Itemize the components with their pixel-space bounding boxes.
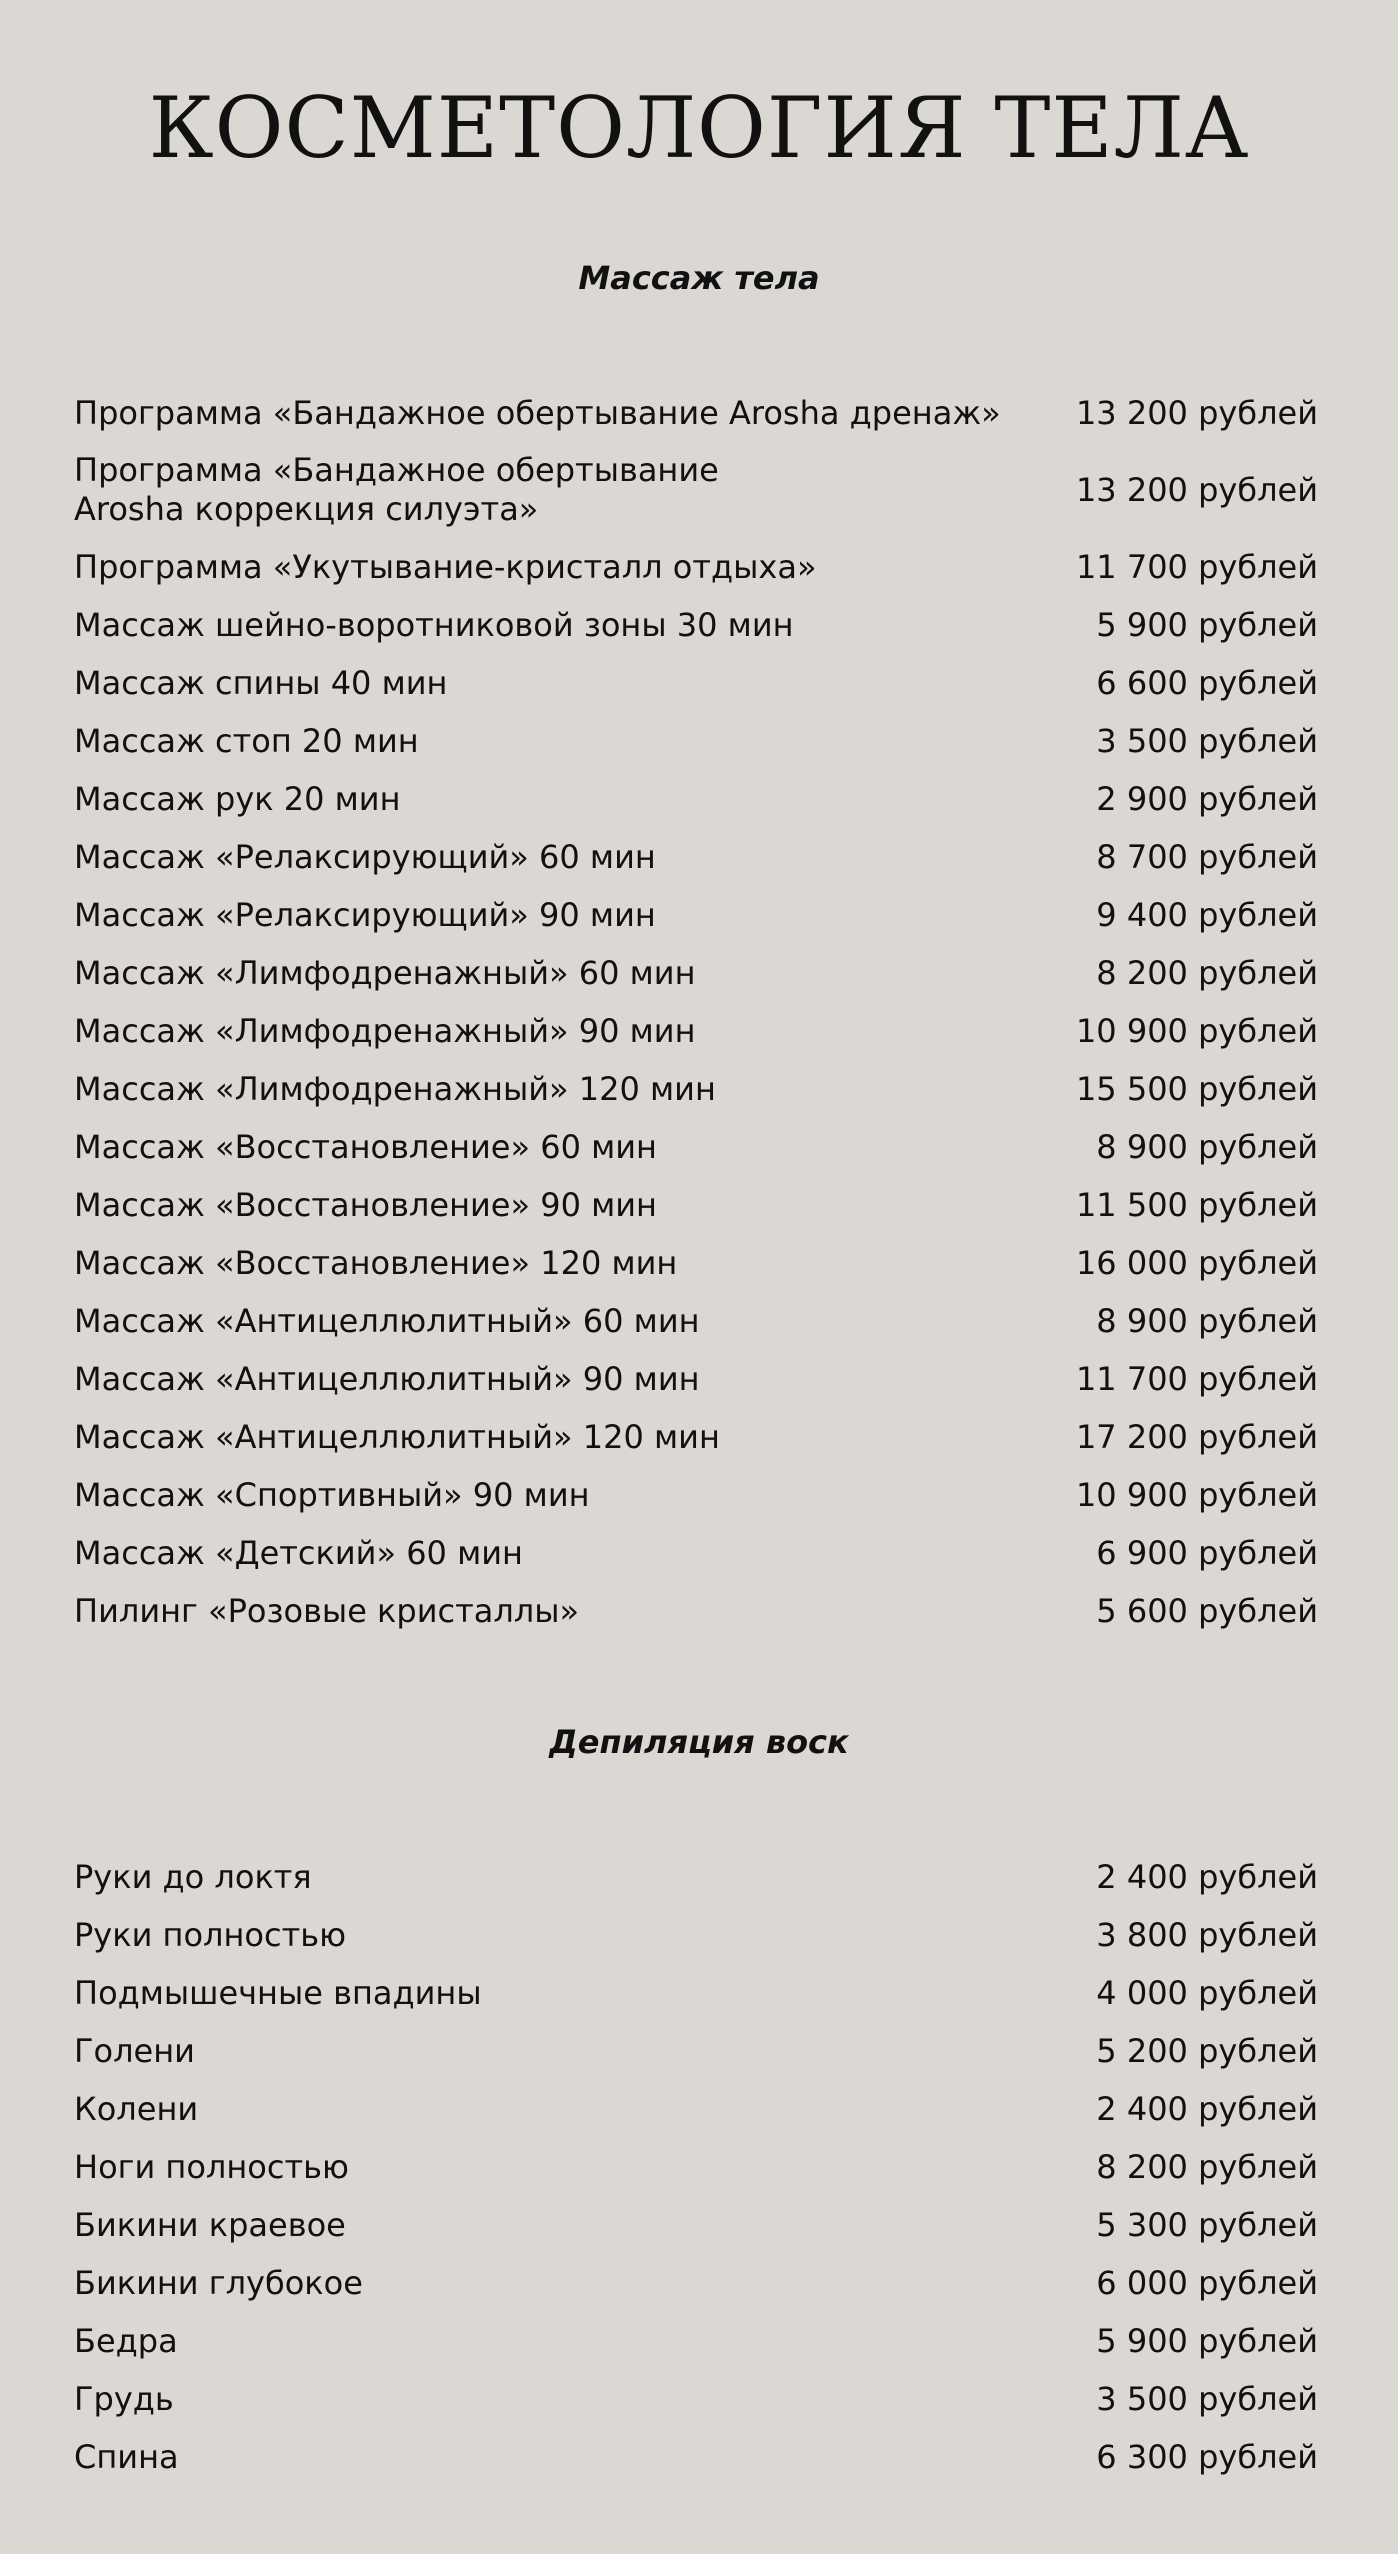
- service-price: 11 700 рублей: [1075, 1360, 1318, 1398]
- price-row: [74, 1002, 1318, 1060]
- service-price: 17 200 рублей: [1075, 1418, 1318, 1456]
- price-row: [74, 2196, 1318, 2254]
- service-name: Подмышечные впадины: [74, 1974, 482, 2012]
- price-row: [74, 712, 1318, 770]
- service-name: Массаж шейно-воротниковой зоны 30 мин: [74, 606, 794, 644]
- price-row: [74, 770, 1318, 828]
- service-price: 8 900 рублей: [1096, 1302, 1318, 1340]
- price-row: [74, 2138, 1318, 2196]
- price-row: [74, 1118, 1318, 1176]
- price-row: [74, 886, 1318, 944]
- service-name: Массаж «Антицеллюлитный» 90 мин: [74, 1360, 700, 1398]
- service-price: 6 300 рублей: [1096, 2438, 1318, 2476]
- price-row: [74, 442, 1318, 538]
- price-row: [74, 2022, 1318, 2080]
- service-price: 6 600 рублей: [1096, 664, 1318, 702]
- price-row: [74, 1060, 1318, 1118]
- price-row: [74, 596, 1318, 654]
- section-title-waxing: Депиляция воск: [549, 1723, 849, 1761]
- service-price: 16 000 рублей: [1075, 1244, 1318, 1282]
- service-name: Колени: [74, 2090, 199, 2128]
- price-row: [74, 2080, 1318, 2138]
- price-row: [74, 944, 1318, 1002]
- service-price: 2 400 рублей: [1096, 2090, 1318, 2128]
- service-name: Массаж «Лимфодренажный» 60 мин: [74, 954, 696, 992]
- service-name: Программа «Бандажное обертывание Arosha коррекция силуэта»: [74, 451, 719, 528]
- service-price: 11 700 рублей: [1075, 548, 1318, 586]
- price-row: [74, 828, 1318, 886]
- service-name: Пилинг «Розовые кристаллы»: [74, 1592, 580, 1630]
- service-name: Голени: [74, 2032, 195, 2070]
- service-price: 2 400 рублей: [1096, 1858, 1318, 1896]
- price-row: [74, 2254, 1318, 2312]
- service-name: Массаж «Лимфодренажный» 90 мин: [74, 1012, 696, 1050]
- service-name: Массаж «Спортивный» 90 мин: [74, 1476, 590, 1514]
- price-row: [74, 1408, 1318, 1466]
- service-name: Массаж «Восстановление» 60 мин: [74, 1128, 657, 1166]
- service-name: Руки полностью: [74, 1916, 347, 1954]
- service-name: Бикини краевое: [74, 2206, 346, 2244]
- service-price: 11 500 рублей: [1075, 1186, 1318, 1224]
- price-row: [74, 1466, 1318, 1524]
- service-name: Программа «Бандажное обертывание Arosha дренаж»: [74, 394, 1001, 432]
- service-name: Массаж «Лимфодренажный» 120 мин: [74, 1070, 716, 1108]
- service-name: Массаж «Антицеллюлитный» 60 мин: [74, 1302, 700, 1340]
- service-price: 8 900 рублей: [1096, 1128, 1318, 1166]
- service-price: 8 200 рублей: [1096, 2148, 1318, 2186]
- service-name: Бедра: [74, 2322, 178, 2360]
- service-price: 13 200 рублей: [1075, 470, 1318, 509]
- service-price: 15 500 рублей: [1075, 1070, 1318, 1108]
- service-price: 10 900 рублей: [1075, 1476, 1318, 1514]
- service-price: 9 400 рублей: [1096, 896, 1318, 934]
- price-row: [74, 538, 1318, 596]
- price-row: [74, 2370, 1318, 2428]
- service-price: 5 900 рублей: [1096, 2322, 1318, 2360]
- service-name: Массаж спины 40 мин: [74, 664, 448, 702]
- service-name: Массаж «Детский» 60 мин: [74, 1534, 523, 1572]
- service-name: Ноги полностью: [74, 2148, 349, 2186]
- price-list-massage: [74, 384, 1318, 1640]
- service-price: 3 500 рублей: [1096, 2380, 1318, 2418]
- price-row: [74, 1292, 1318, 1350]
- price-row: [74, 654, 1318, 712]
- price-row: [74, 2428, 1318, 2486]
- service-name: Массаж стоп 20 мин: [74, 722, 419, 760]
- price-row: [74, 1848, 1318, 1906]
- service-name: Массаж рук 20 мин: [74, 780, 401, 818]
- service-name: Массаж «Восстановление» 90 мин: [74, 1186, 657, 1224]
- service-price: 2 900 рублей: [1096, 780, 1318, 818]
- service-name: Бикини глубокое: [74, 2264, 363, 2302]
- price-row: [74, 2312, 1318, 2370]
- price-list-waxing: [74, 1848, 1318, 2486]
- service-price: 5 900 рублей: [1096, 606, 1318, 644]
- price-row: [74, 1582, 1318, 1640]
- service-price: 5 200 рублей: [1096, 2032, 1318, 2070]
- service-price: 6 900 рублей: [1096, 1534, 1318, 1572]
- service-price: 13 200 рублей: [1075, 394, 1318, 432]
- price-row: [74, 1350, 1318, 1408]
- service-price: 8 200 рублей: [1096, 954, 1318, 992]
- service-price: 5 300 рублей: [1096, 2206, 1318, 2244]
- service-name: Спина: [74, 2438, 179, 2476]
- price-row: [74, 1906, 1318, 1964]
- price-row: [74, 1176, 1318, 1234]
- service-price: 10 900 рублей: [1075, 1012, 1318, 1050]
- price-row: [74, 1524, 1318, 1582]
- section-title-massage: Массаж тела: [578, 259, 820, 297]
- service-price: 3 500 рублей: [1096, 722, 1318, 760]
- service-name: Массаж «Восстановление» 120 мин: [74, 1244, 678, 1282]
- service-price: 6 000 рублей: [1096, 2264, 1318, 2302]
- service-price: 4 000 рублей: [1096, 1974, 1318, 2012]
- price-row: [74, 1964, 1318, 2022]
- service-name: Программа «Укутывание-кристалл отдыха»: [74, 548, 817, 586]
- service-price: 5 600 рублей: [1096, 1592, 1318, 1630]
- service-name: Массаж «Релаксирующий» 60 мин: [74, 838, 656, 876]
- service-price: 8 700 рублей: [1096, 838, 1318, 876]
- service-name: Грудь: [74, 2380, 174, 2418]
- price-row: [74, 1234, 1318, 1292]
- service-name: Массаж «Антицеллюлитный» 120 мин: [74, 1418, 720, 1456]
- service-name: Руки до локтя: [74, 1858, 312, 1896]
- page-title: КОСМЕТОЛОГИЯ ТЕЛА: [148, 79, 1250, 177]
- price-row: [74, 384, 1318, 442]
- service-name: Массаж «Релаксирующий» 90 мин: [74, 896, 656, 934]
- service-price: 3 800 рублей: [1096, 1916, 1318, 1954]
